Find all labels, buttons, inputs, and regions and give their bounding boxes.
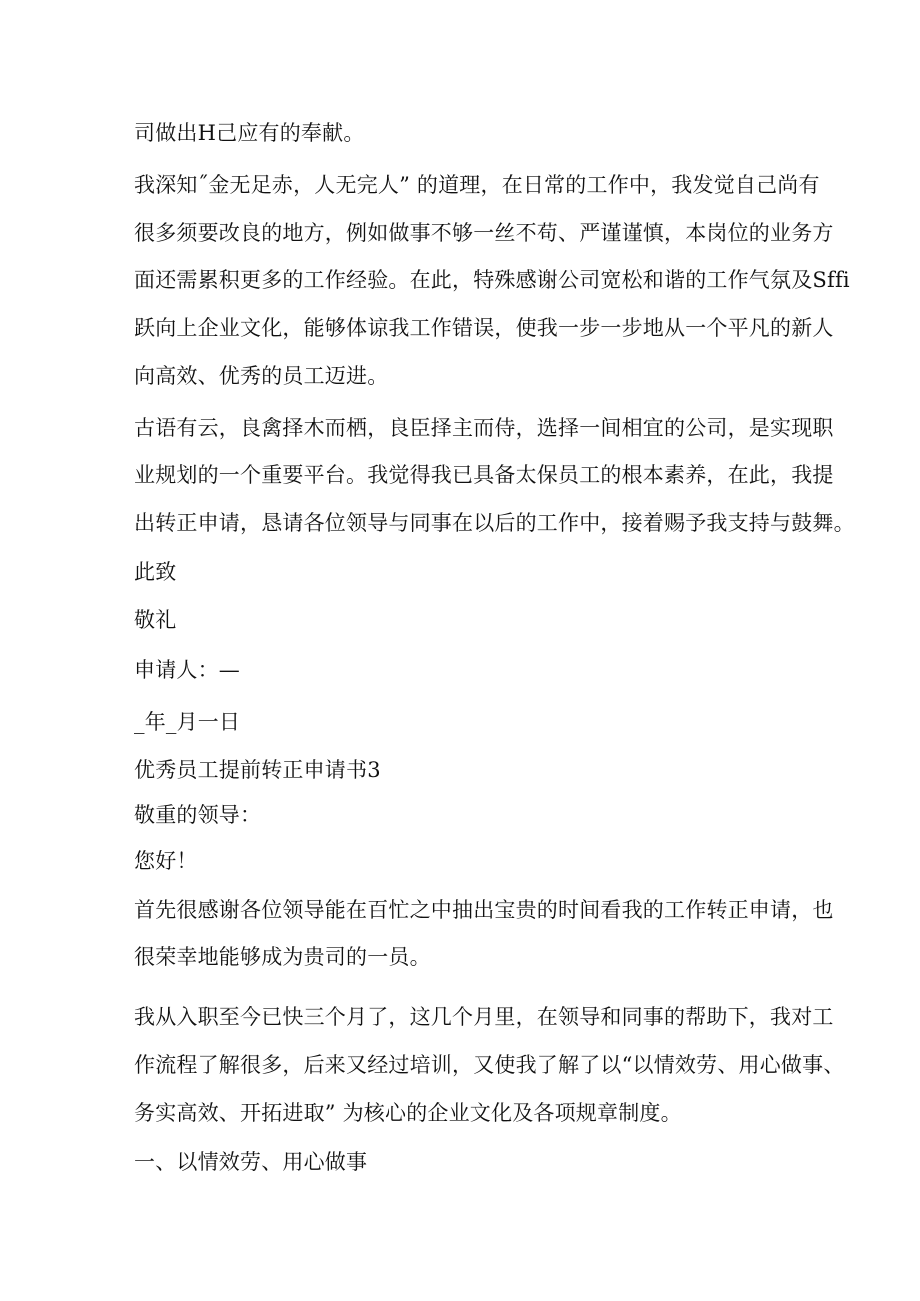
text-line-4: 面还需累积更多的工作经验。在此，特殊感谢公司宽松和谐的工作气氛及Sffi [134, 268, 850, 292]
text-line-8: 业规划的一个重要平台。我觉得我已具备太保员工的根本素养，在此，我提 [134, 463, 834, 487]
text-line-7: 古语有云，良禽择木而栖，良臣择主而侍，选择一间相宜的公司，是实现职 [134, 416, 834, 440]
text-line-13: _年_月一日 [134, 710, 241, 734]
text-line-21: 务实高效、开拓进取” 为核心的企业文化及各项规章制度。 [134, 1101, 682, 1125]
text-line-1: 司做出H己应有的奉献。 [134, 121, 365, 145]
text-line-19: 我从入职至今已快三个月了，这几个月里，在领导和同事的帮助下，我对工 [134, 1005, 834, 1029]
text-line-11: 敬礼 [134, 608, 177, 632]
text-line-9: 出转正申请，恳请各位领导与同事在以后的工作中，接着赐予我支持与鼓舞。 [134, 511, 855, 535]
text-line-6: 向高效、优秀的员工迈进。 [134, 364, 389, 388]
text-line-20: 作流程了解很多，后来又经过培训，又使我了解了以“以情效劳、用心做事、 [134, 1053, 845, 1077]
text-line-16: 您好！ [134, 849, 198, 873]
text-line-17: 首先很感谢各位领导能在百忙之中抽出宝贵的时间看我的工作转正申请，也 [134, 898, 834, 922]
text-line-22: 一、以情效劳、用心做事 [134, 1150, 368, 1174]
text-line-14: 优秀员工提前转正申请书3 [134, 758, 381, 782]
text-line-18: 很荣幸地能够成为贵司的一员。 [134, 945, 431, 969]
text-line-15: 敬重的领导： [134, 803, 262, 827]
text-line-10: 此致 [134, 560, 177, 584]
text-line-3: 很多须要改良的地方，例如做事不够一丝不苟、严谨谨慎，本岗位的业务方 [134, 221, 834, 245]
text-line-12: 申请人：— [134, 658, 240, 682]
text-line-2: 我深知˝金无足赤，人无完人” 的道理，在日常的工作中，我发觉自己尚有 [134, 173, 820, 197]
text-line-5: 跃向上企业文化，能够体谅我工作错误，使我一步一步地从一个平凡的新人 [134, 316, 834, 340]
